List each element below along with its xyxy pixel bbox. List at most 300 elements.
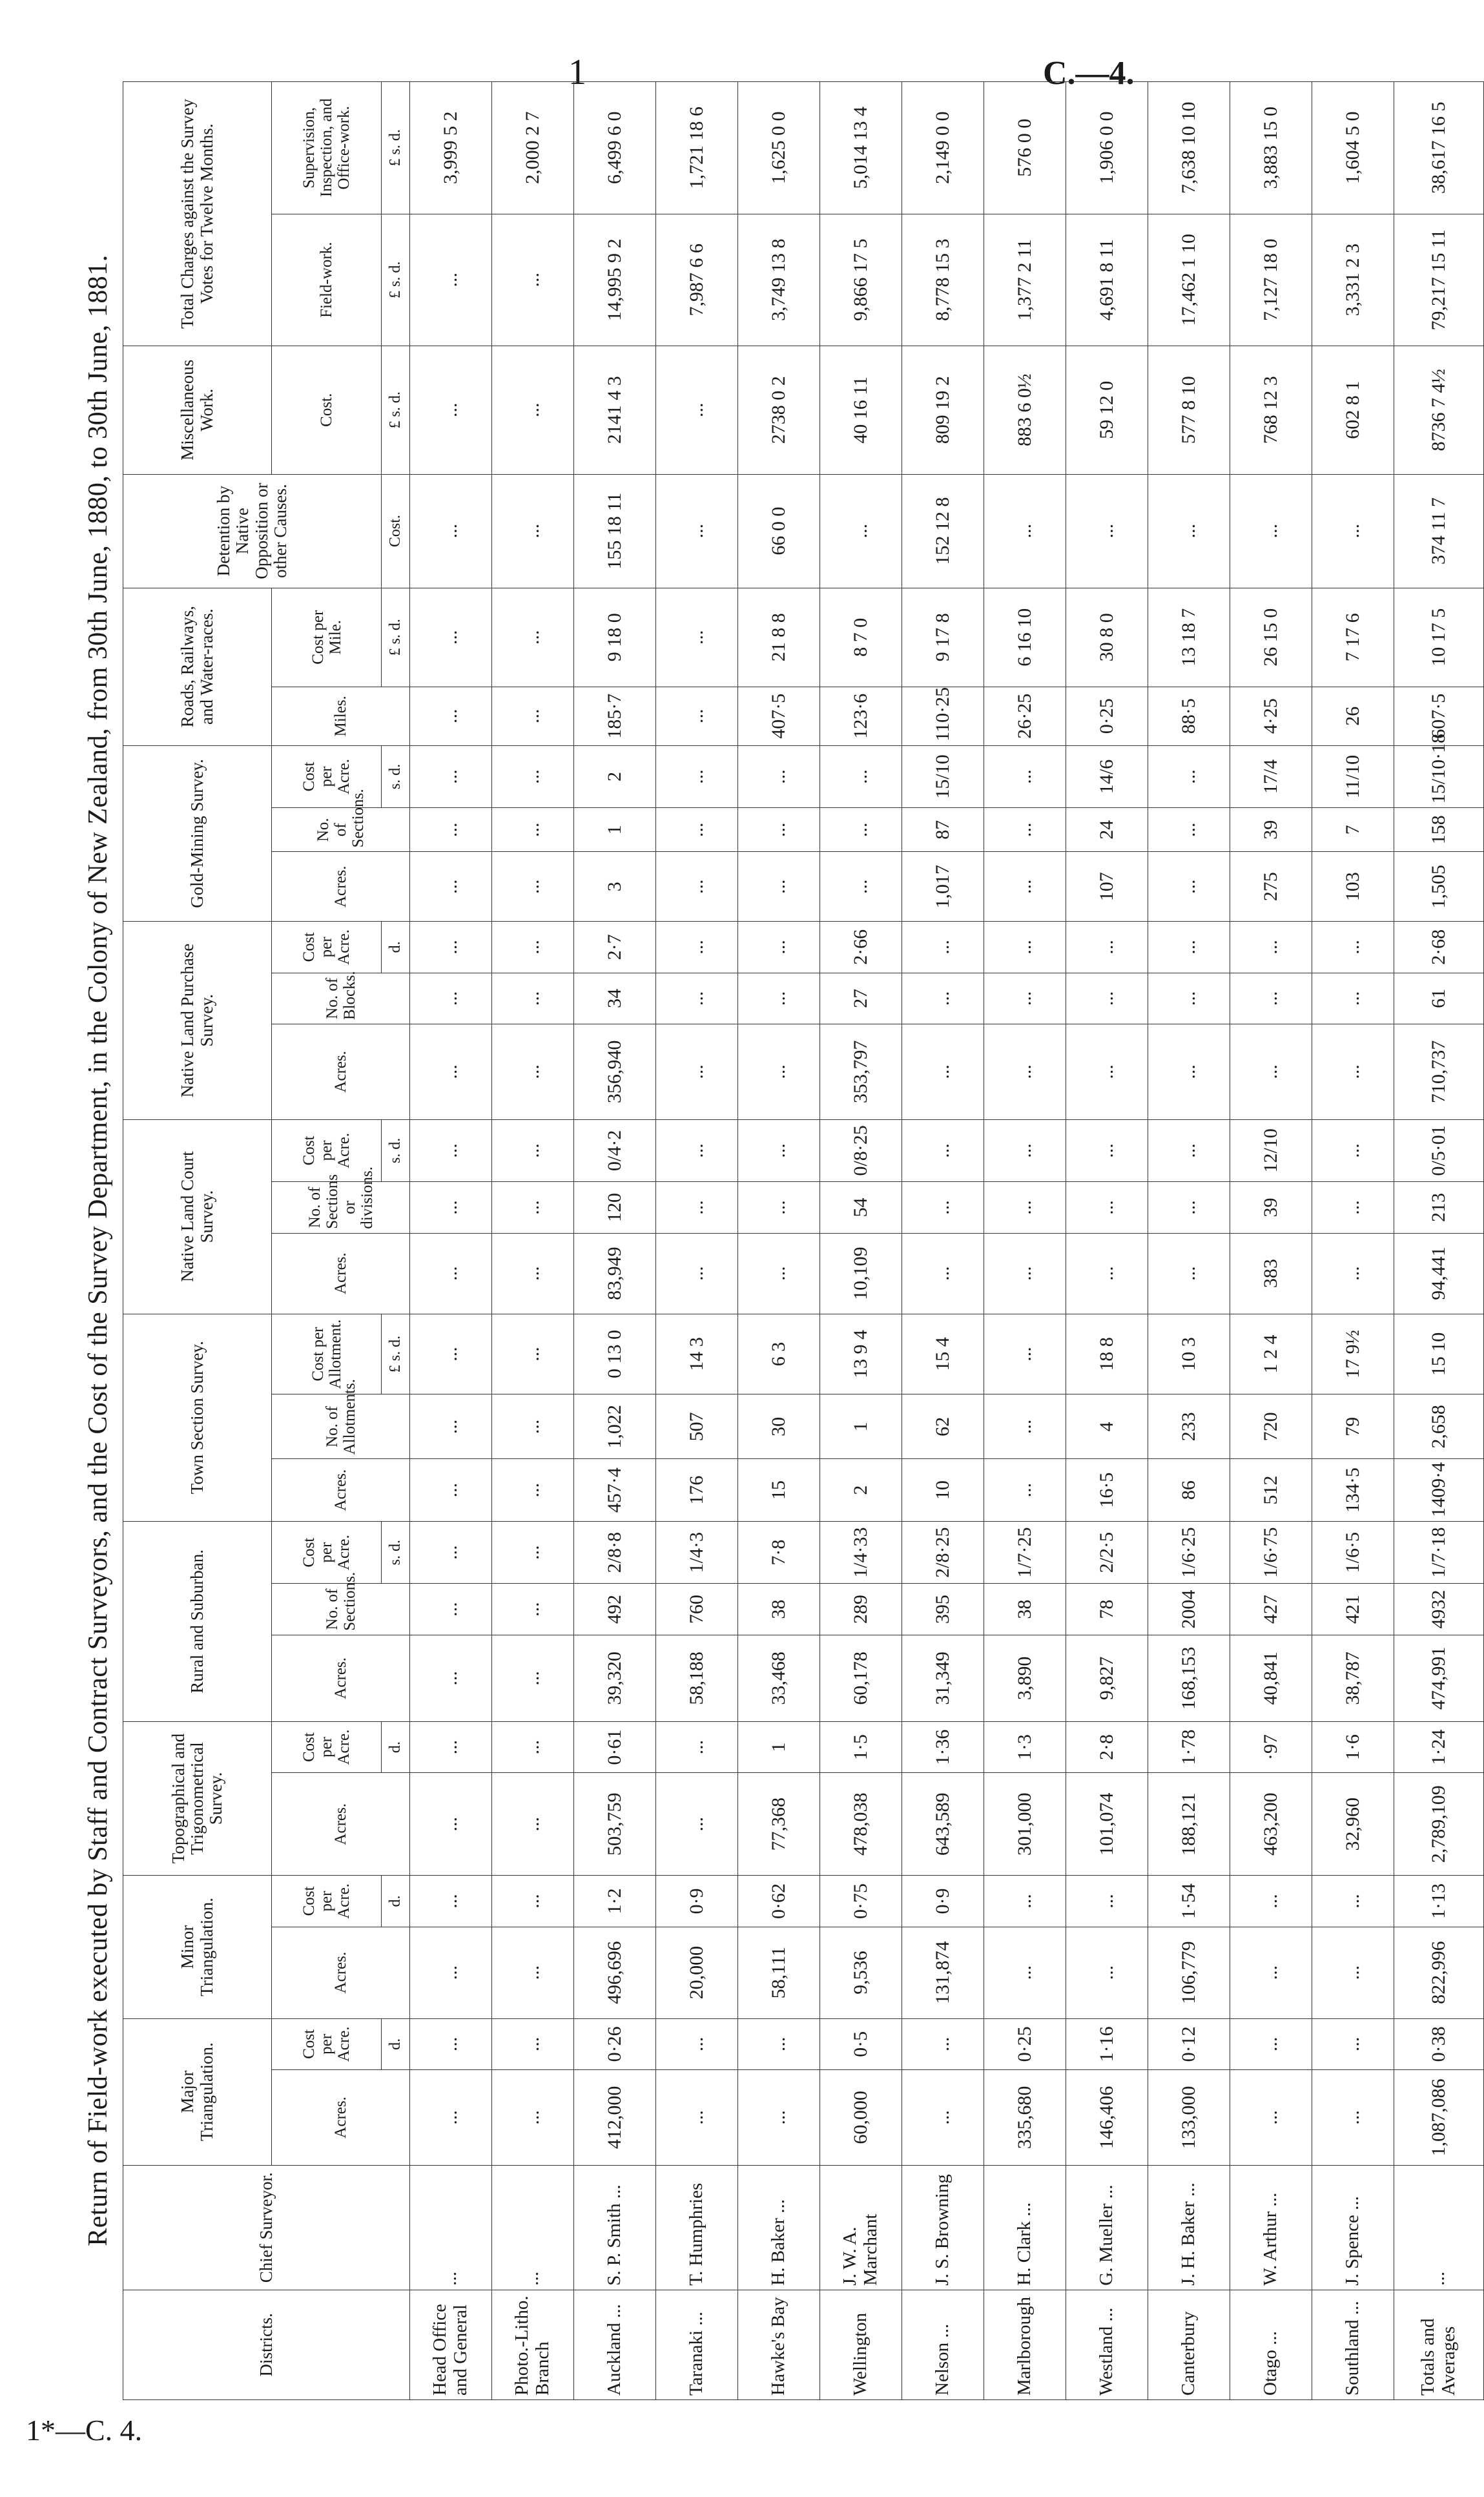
table-cell: 13 9 4 <box>820 1314 902 1394</box>
table-cell: ... <box>984 1182 1066 1233</box>
totals-cell: 15/10·18 <box>1394 745 1484 808</box>
table-cell: 768 12 3 <box>1230 346 1312 474</box>
table-cell: 356,940 <box>574 1024 656 1120</box>
table-cell: ... <box>902 922 984 973</box>
table-cell: 1/4·3 <box>656 1521 738 1584</box>
table-cell: 1,625 0 0 <box>738 82 820 214</box>
table-cell: 576 0 0 <box>984 82 1066 214</box>
table-cell: 3 <box>574 852 656 922</box>
table-cell: 289 <box>820 1584 902 1635</box>
district-name: Head Office and General <box>410 2290 492 2399</box>
table-cell: 10,109 <box>820 1233 902 1314</box>
table-cell: ... <box>1230 2070 1312 2166</box>
table-cell: 1·16 <box>1066 2018 1148 2069</box>
table-cell: 7 17 6 <box>1312 588 1394 687</box>
table-cell: ... <box>1148 922 1230 973</box>
table-cell: 496,696 <box>574 1927 656 2018</box>
table-row <box>1148 82 1230 2400</box>
table-cell: 1 <box>738 1721 820 1772</box>
table-cell: 1 <box>820 1394 902 1459</box>
table-cell: 134·5 <box>1312 1459 1394 1522</box>
table-cell: 1,604 5 0 <box>1312 82 1394 214</box>
table-cell: ... <box>984 474 1066 588</box>
table-cell: 15 <box>738 1459 820 1522</box>
table-cell: 3,883 15 0 <box>1230 82 1312 214</box>
table-cell: ... <box>1148 1233 1230 1314</box>
totals-cell: 61 <box>1394 973 1484 1024</box>
table-cell: 0·9 <box>902 1876 984 1927</box>
field-work-table <box>123 81 1484 2400</box>
table-cell: 412,000 <box>574 2070 656 2166</box>
misc-cost-header: Cost. <box>272 346 382 474</box>
table-cell: ... <box>656 1233 738 1314</box>
table-cell: ... <box>820 745 902 808</box>
nlp-cost-header: Cost per Acre. <box>272 922 382 973</box>
table-cell: 463,200 <box>1230 1773 1312 1876</box>
roads-miles-header: Miles. <box>272 687 410 745</box>
table-cell: ... <box>410 1459 492 1522</box>
field-work-header: Field-work. <box>272 214 382 346</box>
table-cell: 507 <box>656 1394 738 1459</box>
district-name: Photo.-Litho. Branch <box>492 2290 574 2399</box>
table-cell: ... <box>410 214 492 346</box>
table-cell: 39 <box>1230 808 1312 852</box>
table-cell: 1·78 <box>1148 1721 1230 1772</box>
table-cell: 6 3 <box>738 1314 820 1394</box>
table-cell: ... <box>984 808 1066 852</box>
table-cell: 26·25 <box>984 687 1066 745</box>
table-cell: 9 17 8 <box>902 588 984 687</box>
table-cell: ... <box>1066 1876 1148 1927</box>
table-cell: ... <box>1312 1876 1394 1927</box>
table-cell: ... <box>1230 973 1312 1024</box>
table-cell: 31,349 <box>902 1635 984 1721</box>
chief-surveyor-name: S. P. Smith ... <box>574 2165 656 2290</box>
chief-surveyor-name: ... <box>492 2165 574 2290</box>
table-cell: ... <box>1066 1119 1148 1182</box>
table-cell: ... <box>738 1182 820 1233</box>
table-cell: 2,149 0 0 <box>902 82 984 214</box>
table-cell: ... <box>492 1459 574 1522</box>
unit-sd: s. d. <box>382 1521 410 1584</box>
chief-surveyor-name: J. Spence ... <box>1312 2165 1394 2290</box>
chief-surveyor-name: H. Clark ... <box>984 2165 1066 2290</box>
table-cell: 0·5 <box>820 2018 902 2069</box>
table-cell: 1,022 <box>574 1394 656 1459</box>
unit-lsd: £ s. d. <box>382 1314 410 1394</box>
district-name: Southland ... <box>1312 2290 1394 2399</box>
table-cell: ... <box>1066 1182 1148 1233</box>
table-cell: ... <box>492 1233 574 1314</box>
table-cell: 38,787 <box>1312 1635 1394 1721</box>
table-cell: ... <box>984 1927 1066 2018</box>
unit-d: d. <box>382 1721 410 1772</box>
table-cell: 512 <box>1230 1459 1312 1522</box>
table-cell: 4·25 <box>1230 687 1312 745</box>
table-cell: ... <box>410 1394 492 1459</box>
table-cell: 39 <box>1230 1182 1312 1233</box>
table-cell: ... <box>656 808 738 852</box>
table-cell: 577 8 10 <box>1148 346 1230 474</box>
district-name: Taranaki ... <box>656 2290 738 2399</box>
detention-header: Detention by Native Opposition or other Causes. <box>123 474 382 588</box>
table-cell: 10 3 <box>1148 1314 1230 1394</box>
table-cell: 30 8 0 <box>1066 588 1148 687</box>
table-row <box>492 82 574 2400</box>
table-cell: ... <box>1312 474 1394 588</box>
totals-cell: 2·68 <box>1394 922 1484 973</box>
table-cell: ... <box>1066 1233 1148 1314</box>
page-number: 1 <box>568 52 586 92</box>
nlc-cost-header: Cost per Acre. <box>272 1119 382 1182</box>
gold-mining-header: Gold-Mining Survey. <box>123 745 272 921</box>
table-cell: 1,017 <box>902 852 984 922</box>
table-cell: 38 <box>984 1584 1066 1635</box>
table-cell: 4,691 8 11 <box>1066 214 1148 346</box>
table-cell: ... <box>492 1927 574 2018</box>
table-cell: 383 <box>1230 1233 1312 1314</box>
table-cell: 24 <box>1066 808 1148 852</box>
table-cell: 14 3 <box>656 1314 738 1394</box>
table-cell: 0/4·2 <box>574 1119 656 1182</box>
table-row <box>410 82 492 2400</box>
district-name: Totals and Averages <box>1394 2290 1484 2399</box>
table-cell: 133,000 <box>1148 2070 1230 2166</box>
rural-acres-header: Acres. <box>272 1635 410 1721</box>
table-cell: 1,721 18 6 <box>656 82 738 214</box>
totals-cell: 710,737 <box>1394 1024 1484 1120</box>
table-cell: 335,680 <box>984 2070 1066 2166</box>
table-cell: 12/10 <box>1230 1119 1312 1182</box>
table-cell: ... <box>902 1024 984 1120</box>
table-cell: 602 8 1 <box>1312 346 1394 474</box>
chief-surveyor-name: ... <box>410 2165 492 2290</box>
table-cell: 2·66 <box>820 922 902 973</box>
district-name: Westland ... <box>1066 2290 1148 2399</box>
table-cell: ... <box>410 1233 492 1314</box>
table-cell: ... <box>984 1394 1066 1459</box>
table-cell: 155 18 11 <box>574 474 656 588</box>
table-cell: ... <box>410 474 492 588</box>
table-cell: 0·61 <box>574 1721 656 1772</box>
table-cell: ... <box>492 1635 574 1721</box>
table-cell: 421 <box>1312 1584 1394 1635</box>
table-cell: ... <box>1148 1182 1230 1233</box>
table-cell: 503,759 <box>574 1773 656 1876</box>
table-cell: ... <box>492 852 574 922</box>
table-cell: 38 <box>738 1584 820 1635</box>
table-cell: 1/6·25 <box>1148 1521 1230 1584</box>
table-cell: ... <box>738 1233 820 1314</box>
table-cell: 185·7 <box>574 687 656 745</box>
table-cell: ... <box>1312 2018 1394 2069</box>
table-cell: 1·54 <box>1148 1876 1230 1927</box>
table-cell: 77,368 <box>738 1773 820 1876</box>
table-cell: 26 15 0 <box>1230 588 1312 687</box>
table-cell: 79 <box>1312 1394 1394 1459</box>
gold-acres-header: Acres. <box>272 852 410 922</box>
table-cell: 9 18 0 <box>574 588 656 687</box>
table-cell: 2,000 2 7 <box>492 82 574 214</box>
table-cell: ... <box>738 852 820 922</box>
table-cell: 0 13 0 <box>574 1314 656 1394</box>
table-cell: 27 <box>820 973 902 1024</box>
table-cell: 21 8 8 <box>738 588 820 687</box>
table-cell: 275 <box>1230 852 1312 922</box>
table-cell: ... <box>738 973 820 1024</box>
nlc-sections-header: No. of Sections or divisions. <box>272 1182 410 1233</box>
table-cell: 353,797 <box>820 1024 902 1120</box>
table-cell: 1 <box>574 808 656 852</box>
roads-header: Roads, Railways, and Water-races. <box>123 588 272 745</box>
table-cell: 1,377 2 11 <box>984 214 1066 346</box>
table-cell: ... <box>1148 973 1230 1024</box>
table-cell: ... <box>984 1119 1066 1182</box>
table-cell: ... <box>410 1584 492 1635</box>
table-cell: 40,841 <box>1230 1635 1312 1721</box>
table-cell: 87 <box>902 808 984 852</box>
table-cell: 10 <box>902 1459 984 1522</box>
table-cell: 146,406 <box>1066 2070 1148 2166</box>
major-triangulation-header: Major Triangulation. <box>123 2018 272 2165</box>
table-cell: ... <box>902 2070 984 2166</box>
table-cell: ... <box>492 2018 574 2069</box>
table-cell: 301,000 <box>984 1773 1066 1876</box>
table-cell: 123·6 <box>820 687 902 745</box>
table-cell: ... <box>410 1927 492 2018</box>
chief-surveyor-name: H. Baker ... <box>738 2165 820 2290</box>
unit-lsd: £ s. d. <box>382 214 410 346</box>
table-cell: 6,499 6 0 <box>574 82 656 214</box>
totals-cell: 2,658 <box>1394 1394 1484 1459</box>
district-name: Canterbury <box>1148 2290 1230 2399</box>
table-cell: ... <box>410 1521 492 1584</box>
topographical-header: Topographical and Trigonometrical Survey. <box>123 1721 272 1875</box>
table-cell: 103 <box>1312 852 1394 922</box>
table-cell: 110·25 <box>902 687 984 745</box>
table-cell: ... <box>492 588 574 687</box>
table-cell: ... <box>656 973 738 1024</box>
table-cell: ... <box>1148 852 1230 922</box>
table-cell: ... <box>656 852 738 922</box>
table-cell: 1·36 <box>902 1721 984 1772</box>
table-cell: 0·12 <box>1148 2018 1230 2069</box>
table-cell: 643,589 <box>902 1773 984 1876</box>
table-cell: 478,038 <box>820 1773 902 1876</box>
table-cell: 3,999 5 2 <box>410 82 492 214</box>
totals-cell: 1·24 <box>1394 1721 1484 1772</box>
table-cell: 107 <box>1066 852 1148 922</box>
topo-acres-header: Acres. <box>272 1773 410 1876</box>
table-cell: 1·5 <box>820 1721 902 1772</box>
table-cell: 40 16 11 <box>820 346 902 474</box>
table-cell: ... <box>656 687 738 745</box>
town-cost-header: Cost per Allotment. <box>272 1314 382 1394</box>
table-body <box>410 82 1484 2400</box>
table-cell: 7·8 <box>738 1521 820 1584</box>
table-cell: ... <box>492 214 574 346</box>
district-name: Nelson ... <box>902 2290 984 2399</box>
return-title: Return of Field-work executed by Staff and Contract Surveyors, and the Cost of the Survey Department, in the Colony of New Zealand, from 30th June, 1880, to 30th June, 1881. <box>83 254 113 2246</box>
chief-surveyor-name: ... <box>1394 2165 1484 2290</box>
table-cell: 33,468 <box>738 1635 820 1721</box>
table-cell: ... <box>492 1521 574 1584</box>
major-cost-header: Cost per Acre. <box>272 2018 382 2069</box>
misc-work-header: Miscellaneous Work. <box>123 346 272 474</box>
table-cell: ... <box>492 1119 574 1182</box>
table-cell: 1/6·75 <box>1230 1521 1312 1584</box>
table-cell: ... <box>410 2070 492 2166</box>
table-cell: 3,890 <box>984 1635 1066 1721</box>
table-cell: 11/10 <box>1312 745 1394 808</box>
table-cell: ... <box>1230 474 1312 588</box>
table-cell: ... <box>984 1459 1066 1522</box>
table-cell: 5,014 13 4 <box>820 82 902 214</box>
table-cell: ... <box>410 1119 492 1182</box>
table-cell: 1/6·5 <box>1312 1521 1394 1584</box>
table-cell: ... <box>656 474 738 588</box>
table-cell: ... <box>820 852 902 922</box>
table-cell: ... <box>1312 1024 1394 1120</box>
table-cell: ... <box>738 2070 820 2166</box>
table-row <box>902 82 984 2400</box>
table-cell: ... <box>1066 922 1148 973</box>
table-cell: 39,320 <box>574 1635 656 1721</box>
table-cell: 883 6 0½ <box>984 346 1066 474</box>
chief-surveyor-name: J. H. Baker ... <box>1148 2165 1230 2290</box>
table-row <box>1230 82 1312 2400</box>
chief-surveyor-name: J. S. Browning <box>902 2165 984 2290</box>
rural-sections-header: No. of Sections. <box>272 1584 410 1635</box>
table-cell: ... <box>984 922 1066 973</box>
table-cell: 1/4·33 <box>820 1521 902 1584</box>
table-cell: 20,000 <box>656 1927 738 2018</box>
table-cell: 188,121 <box>1148 1773 1230 1876</box>
table-cell: ... <box>984 1314 1066 1394</box>
totals-cell: 1409·4 <box>1394 1459 1484 1522</box>
table-cell: ... <box>656 2018 738 2069</box>
totals-cell: 10 17 5 <box>1394 588 1484 687</box>
table-cell: 0·62 <box>738 1876 820 1927</box>
totals-cell: 0·38 <box>1394 2018 1484 2069</box>
table-cell: ... <box>410 1024 492 1120</box>
table-cell: 2141 4 3 <box>574 346 656 474</box>
unit-d: d. <box>382 1876 410 1927</box>
major-acres-header: Acres. <box>272 2070 410 2166</box>
table-cell: ... <box>902 1182 984 1233</box>
totals-cell: 822,996 <box>1394 1927 1484 2018</box>
table-cell: ... <box>492 687 574 745</box>
table-cell: 9,827 <box>1066 1635 1148 1721</box>
table-cell: 8 7 0 <box>820 588 902 687</box>
table-cell: ... <box>492 922 574 973</box>
totals-cell: 474,991 <box>1394 1635 1484 1721</box>
district-name: Wellington <box>820 2290 902 2399</box>
table-cell: 88·5 <box>1148 687 1230 745</box>
table-cell: ... <box>656 1773 738 1876</box>
table-cell: 1·6 <box>1312 1721 1394 1772</box>
table-cell: 7 <box>1312 808 1394 852</box>
table-cell: ... <box>492 808 574 852</box>
table-cell: ... <box>1312 1119 1394 1182</box>
table-cell: 809 19 2 <box>902 346 984 474</box>
table-cell: 78 <box>1066 1584 1148 1635</box>
table-cell: 760 <box>656 1584 738 1635</box>
totals-cell: 38,617 16 5 <box>1394 82 1484 214</box>
table-row <box>984 82 1066 2400</box>
page-reference: C.—4. <box>1043 55 1135 92</box>
unit-d: d. <box>382 2018 410 2069</box>
table-cell: 720 <box>1230 1394 1312 1459</box>
table-cell: 2/8·25 <box>902 1521 984 1584</box>
table-cell: 407·5 <box>738 687 820 745</box>
town-allotments-header: No. of Allotments. <box>272 1394 410 1459</box>
totals-row <box>1394 82 1484 2400</box>
unit-lsd: £ s. d. <box>382 82 410 214</box>
table-cell: ... <box>738 808 820 852</box>
table-cell: ... <box>492 745 574 808</box>
table-cell: 120 <box>574 1182 656 1233</box>
table-cell: 14,995 9 2 <box>574 214 656 346</box>
table-cell: 86 <box>1148 1459 1230 1522</box>
table-cell: 8,778 15 3 <box>902 214 984 346</box>
totals-cell: 1·13 <box>1394 1876 1484 1927</box>
totals-cell: 1,087,086 <box>1394 2070 1484 2166</box>
nlc-acres-header: Acres. <box>272 1233 410 1314</box>
table-cell: ... <box>820 474 902 588</box>
table-cell: ... <box>492 1182 574 1233</box>
town-section-header: Town Section Survey. <box>123 1314 272 1521</box>
table-cell: ... <box>738 922 820 973</box>
table-cell: ... <box>984 852 1066 922</box>
table-cell: ... <box>410 588 492 687</box>
table-cell: 395 <box>902 1584 984 1635</box>
district-name: Otago ... <box>1230 2290 1312 2399</box>
table-cell: ... <box>492 1024 574 1120</box>
table-cell: ... <box>410 687 492 745</box>
table-cell: 2/2·5 <box>1066 1521 1148 1584</box>
table-cell: 14/6 <box>1066 745 1148 808</box>
table-cell: ... <box>492 1314 574 1394</box>
totals-cell: 374 11 7 <box>1394 474 1484 588</box>
table-cell: ... <box>656 1721 738 1772</box>
roads-cost-header: Cost per Mile. <box>272 588 382 687</box>
table-cell: ... <box>1230 922 1312 973</box>
table-cell: ... <box>656 588 738 687</box>
table-cell: ... <box>1066 474 1148 588</box>
district-name: Auckland ... <box>574 2290 656 2399</box>
table-cell: ... <box>656 1119 738 1182</box>
table-cell: 59 12 0 <box>1066 346 1148 474</box>
table-cell: 0·25 <box>1066 687 1148 745</box>
table-cell: 492 <box>574 1584 656 1635</box>
table-cell: ... <box>1230 1927 1312 2018</box>
table-cell: ... <box>656 745 738 808</box>
table-cell: 15 4 <box>902 1314 984 1394</box>
totals-cell: 8736 7 4½ <box>1394 346 1484 474</box>
table-cell: ... <box>1312 973 1394 1024</box>
table-cell: 4 <box>1066 1394 1148 1459</box>
table-cell: ... <box>656 1182 738 1233</box>
table-cell: 7,638 10 10 <box>1148 82 1230 214</box>
totals-cell: 94,441 <box>1394 1233 1484 1314</box>
minor-acres-header: Acres. <box>272 1927 410 2018</box>
table-cell: 60,000 <box>820 2070 902 2166</box>
table-cell: 13 18 7 <box>1148 588 1230 687</box>
table-cell: ... <box>984 1024 1066 1120</box>
table-cell: 26 <box>1312 687 1394 745</box>
district-name: Marlborough <box>984 2290 1066 2399</box>
